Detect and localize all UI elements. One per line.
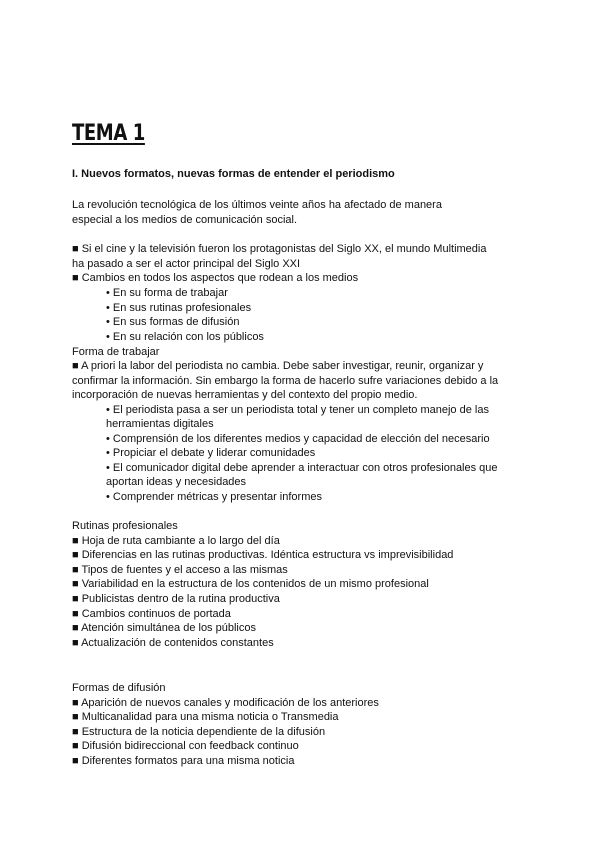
paragraph-line: confirmar la información. Sin embargo la forma de hacerlo sufre variaciones debido a la xyxy=(72,375,499,387)
list-item: ■ Diferencias en las rutinas productivas. Idéntica estructura vs imprevisibilidad xyxy=(72,549,454,561)
intro-line: La revolución tecnológica de los últimos veinte años ha afectado de manera xyxy=(72,199,442,211)
list-item: ■ Publicistas dentro de la rutina productiva xyxy=(72,593,280,605)
list-item: aportan ideas y necesidades xyxy=(106,476,247,488)
paragraph-line: ■ Cambios en todos los aspectos que rodean a los medios xyxy=(72,272,359,284)
section-heading: I. Nuevos formatos, nuevas formas de entender el periodismo xyxy=(72,168,395,180)
list-item: ■ Difusión bidireccional con feedback continuo xyxy=(72,740,299,752)
list-item: ■ Actualización de contenidos constantes xyxy=(72,637,274,649)
list-item: ■ Aparición de nuevos canales y modificación de los anteriores xyxy=(72,697,379,709)
paragraph-line: ha pasado a ser el actor principal del Siglo XXI xyxy=(72,258,301,270)
list-item: • Comprender métricas y presentar informes xyxy=(106,491,322,503)
list-item: • Propiciar el debate y liderar comunidades xyxy=(106,447,316,459)
list-item: ■ Cambios continuos de portada xyxy=(72,608,231,620)
list-item: • En sus rutinas profesionales xyxy=(106,302,252,314)
list-item: • El periodista pasa a ser un periodista total y tener un completo manejo de las xyxy=(106,404,489,416)
paragraph-line: incorporación de nuevas herramientas y del contexto del propio medio. xyxy=(72,389,418,401)
list-item: ■ Variabilidad en la estructura de los contenidos de un mismo profesional xyxy=(72,578,429,590)
list-item: herramientas digitales xyxy=(106,418,214,430)
list-item: • En su relación con los públicos xyxy=(106,331,264,343)
list-item: ■ Estructura de la noticia dependiente de la difusión xyxy=(72,726,326,738)
intro-line: especial a los medios de comunicación social. xyxy=(72,214,298,226)
list-item: • El comunicador digital debe aprender a interactuar con otros profesionales que xyxy=(106,462,498,474)
paragraph-line: ■ Si el cine y la televisión fueron los protagonistas del Siglo XX, el mundo Multimedia xyxy=(72,243,487,255)
list-item: ■ Multicanalidad para una misma noticia o Transmedia xyxy=(72,711,339,723)
list-item: ■ Hoja de ruta cambiante a lo largo del día xyxy=(72,535,280,547)
paragraph-line: ■ A priori la labor del periodista no cambia. Debe saber investigar, reunir, organizar y xyxy=(72,360,484,372)
list-item: ■ Atención simultánea de los públicos xyxy=(72,622,256,634)
list-item: ■ Diferentes formatos para una misma noticia xyxy=(72,755,295,767)
subsection-label: Rutinas profesionales xyxy=(72,520,178,532)
page-title: TEMA 1 xyxy=(72,121,145,146)
subsection-label: Formas de difusión xyxy=(72,682,166,694)
subsection-label: Forma de trabajar xyxy=(72,346,160,358)
list-item: ■ Tipos de fuentes y el acceso a las mismas xyxy=(72,564,288,576)
list-item: • En su forma de trabajar xyxy=(106,287,228,299)
list-item: • En sus formas de difusión xyxy=(106,316,240,328)
list-item: • Comprensión de los diferentes medios y capacidad de elección del necesario xyxy=(106,433,490,445)
